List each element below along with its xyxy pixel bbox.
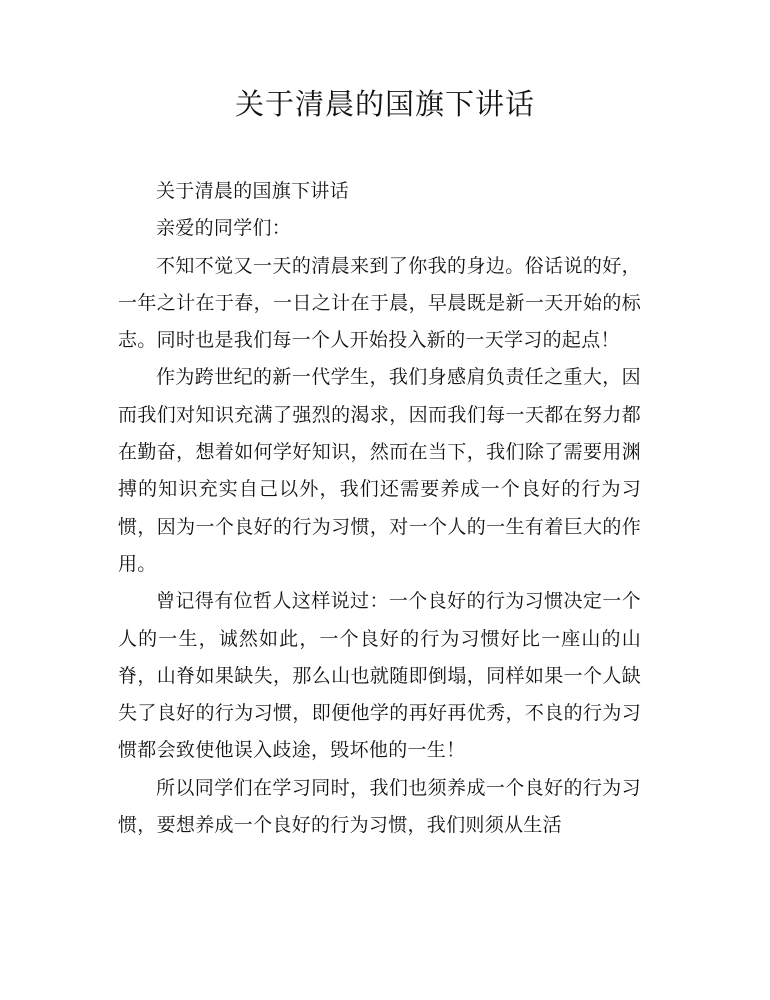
paragraph-morning: 不知不觉又一天的清晨来到了你我的身边。俗话说的好，一年之计在于春，一日之计在于晨，早晨既是新一天开始的标志。同时也是我们每一个人开始投入新的一天学习的起点！ (118, 254, 641, 352)
paragraph-salutation: 亲爱的同学们： (156, 217, 292, 240)
paragraph-conclusion: 所以同学们在学习同时，我们也须养成一个良好的行为习惯，要想养成一个良好的行为习惯，我们则须从生活 (118, 776, 641, 837)
paragraph-philosopher: 曾记得有位哲人这样说过：一个良好的行为习惯决定一个人的一生，诚然如此，一个良好的行为习惯好比一座山的山脊，山脊如果缺失，那么山也就随即倒塌，同样如果一个人缺失了良好的行为习惯，即便他学的再好再优秀，不良的行为习惯都会致使他误入歧途，毁坏他的一生！ (118, 590, 641, 762)
paragraph-responsibility: 作为跨世纪的新一代学生，我们身感肩负责任之重大，因而我们对知识充满了强烈的渴求，因而我们每一天都在努力都在勤奋，想着如何学好知识，然而在当下，我们除了需要用渊搏的知识充实自己以外，我们还需要养成一个良好的行为习惯，因为一个良好的行为习惯，对一个人的一生有着巨大的作用。 (118, 366, 641, 575)
paragraph-heading: 关于清晨的国旗下讲话 (156, 180, 350, 202)
document-title: 关于清晨的国旗下讲话 (234, 87, 535, 121)
document-body (118, 173, 641, 844)
